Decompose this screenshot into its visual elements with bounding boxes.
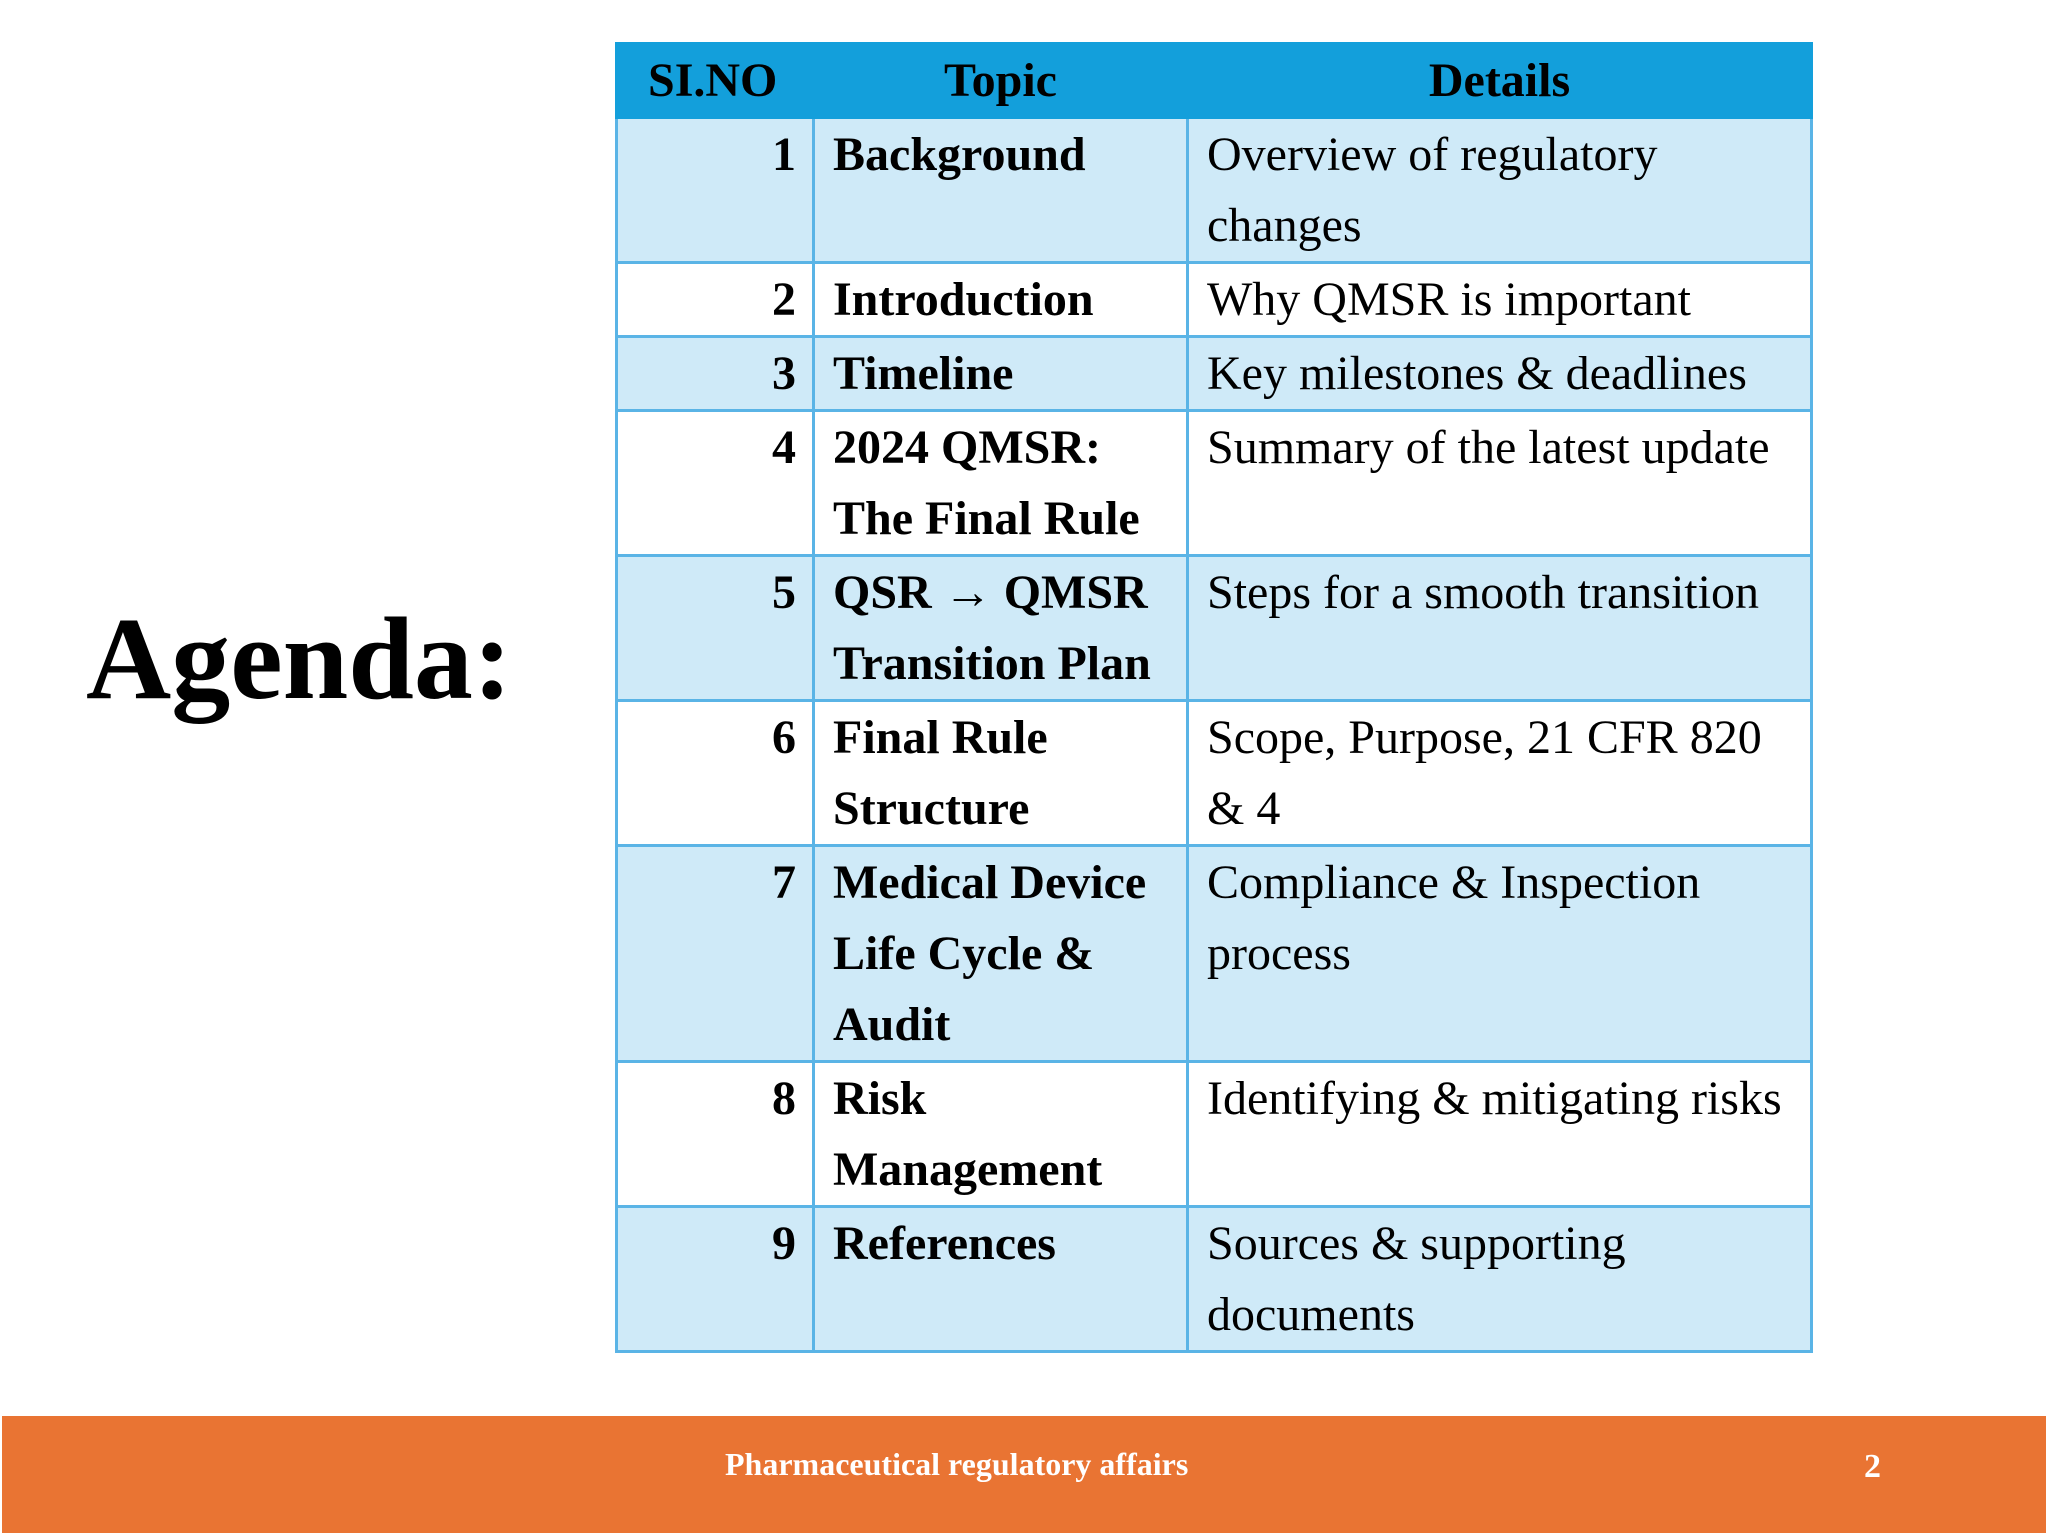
row-details: Scope, Purpose, 21 CFR 820 & 4 <box>1188 701 1812 846</box>
table-row <box>617 1207 1812 1352</box>
row-number: 1 <box>617 118 814 263</box>
column-header-sino: SI.NO <box>617 44 814 118</box>
row-topic: Medical Device Life Cycle & Audit <box>814 846 1188 1062</box>
row-number: 4 <box>617 411 814 556</box>
row-number: 8 <box>617 1062 814 1207</box>
row-topic: Timeline <box>814 337 1188 411</box>
row-number: 9 <box>617 1207 814 1352</box>
row-details: Sources & supporting documents <box>1188 1207 1812 1352</box>
row-number: 2 <box>617 263 814 337</box>
agenda-table <box>615 42 1813 1353</box>
footer-text: Pharmaceutical regulatory affairs <box>725 1446 1189 1482</box>
slide-title: Agenda: <box>86 593 513 724</box>
table-header-row <box>617 44 1812 118</box>
table-row <box>617 1062 1812 1207</box>
table-row <box>617 411 1812 556</box>
row-details: Identifying & mitigating risks <box>1188 1062 1812 1207</box>
row-topic: 2024 QMSR: The Final Rule <box>814 411 1188 556</box>
row-number: 7 <box>617 846 814 1062</box>
page-number: 2 <box>1864 1448 1881 1485</box>
row-topic: QSR → QMSR Transition Plan <box>814 556 1188 701</box>
row-topic: References <box>814 1207 1188 1352</box>
row-details: Key milestones & deadlines <box>1188 337 1812 411</box>
table-row <box>617 118 1812 263</box>
row-topic: Final Rule Structure <box>814 701 1188 846</box>
table-row <box>617 556 1812 701</box>
row-topic: Introduction <box>814 263 1188 337</box>
row-details: Overview of regulatory changes <box>1188 118 1812 263</box>
table-row <box>617 701 1812 846</box>
row-details: Summary of the latest update <box>1188 411 1812 556</box>
row-details: Compliance & Inspection process <box>1188 846 1812 1062</box>
row-topic: Risk Management <box>814 1062 1188 1207</box>
table-row <box>617 846 1812 1062</box>
row-details: Steps for a smooth transition <box>1188 556 1812 701</box>
row-number: 5 <box>617 556 814 701</box>
row-details: Why QMSR is important <box>1188 263 1812 337</box>
column-header-details: Details <box>1188 44 1812 118</box>
row-topic: Background <box>814 118 1188 263</box>
table-row <box>617 263 1812 337</box>
table-row <box>617 337 1812 411</box>
row-number: 3 <box>617 337 814 411</box>
row-number: 6 <box>617 701 814 846</box>
column-header-topic: Topic <box>814 44 1188 118</box>
